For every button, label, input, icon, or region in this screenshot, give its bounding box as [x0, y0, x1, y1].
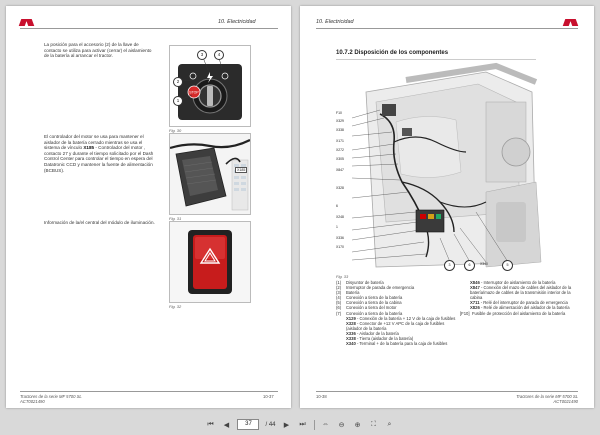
right-page-number: 10-38 — [316, 394, 327, 399]
footer-rule — [20, 391, 278, 392]
cab-wiring-illustration — [336, 62, 544, 272]
figure-caption-33: Fig. 33 — [336, 274, 349, 279]
callout-bottom-x340: X340 — [480, 262, 488, 266]
legend-row: (4) Conexión a tierra de la batería — [336, 295, 403, 301]
legend-x-entries-right — [460, 280, 578, 311]
left-page — [6, 6, 291, 408]
engine-controller-illustration — [170, 134, 250, 214]
massey-ferguson-logo — [564, 19, 578, 26]
paragraph-lighting-module: Información de la/el central del módulo de iluminación. — [44, 220, 155, 225]
callout-4: 4 — [214, 50, 224, 60]
callout-column-left: F10 X329 X338 X171 X272 X305 X847 X328 6 X248 1 X336 X170 — [336, 111, 344, 249]
left-page-number: 10-37 — [263, 394, 274, 399]
figure-caption-31: Fig. 31 — [169, 216, 182, 221]
callout-bottom-3: 3 — [444, 260, 455, 271]
legend-x-row: X328 - Conector de +12 V APC de la caja de fusibles (aislador de la batería — [346, 320, 445, 331]
callout-bottom-5: 5 — [502, 260, 513, 271]
legend-x-entries — [336, 316, 456, 347]
legend-x-row: X826 - Relé de alimentación del aislador de la batería — [470, 305, 570, 311]
left-footer: Tractores de la serie MF 5700 SL ACT0021490 — [20, 394, 82, 404]
legend-left — [336, 280, 456, 346]
legend-right — [460, 280, 578, 316]
legend-x-row: X846 - Interruptor de aislamiento de la batería — [470, 280, 556, 285]
paragraph-engine-controller: El controlador del motor se usa para mantener el aislador de la batería cerrado mientras se usa el sistema de vínculo X185 - Controlador del motor , contacto 27 y durante el tiempo solicitado por el Dash Control Center para controlar el tiempo en espera del Datatronic CCD y mantener la fuente de alimentación (BCBUS). — [44, 134, 154, 173]
toolbar-separator — [314, 420, 315, 430]
left-header-title: 10. Electricidad — [218, 19, 256, 25]
legend-row: (5) Conexión a tierra de la cabina — [336, 300, 402, 306]
section-rule — [336, 59, 536, 60]
footer-rule — [316, 391, 578, 392]
page-number-input[interactable]: 37 — [237, 419, 259, 430]
legend-row: (2) Interruptor de parada de emergencia — [336, 285, 415, 291]
figure-component-layout — [336, 62, 544, 272]
paragraph-key-position: La posición para el accesorio (2) de la llave de contacto se utiliza para activar (cerrar) el aislamiento de la batería al arrancar el tractor. — [44, 42, 152, 59]
callout-1: 1 — [173, 96, 183, 106]
legend-row: (1) Disyuntor de batería — [336, 280, 384, 285]
header-rule — [316, 28, 578, 29]
legend-x-row: X336 - Aislador de la batería — [346, 330, 399, 336]
legend-x-row: X338 - Tierra (aislador de la batería) — [346, 336, 414, 342]
next-page-button[interactable]: ▶ — [283, 421, 290, 429]
figure-caption-30: Fig. 30 — [169, 128, 182, 133]
zoom-in-icon[interactable]: ⊕ — [354, 421, 361, 429]
connector-label-x185: X185 — [237, 168, 246, 172]
legend-x-row: X847 - Conexión del mazo de cables del aislador de la batería/mazo de cables de la transmisión interior de la cabina — [470, 285, 572, 301]
callout-2: 2 — [173, 77, 183, 87]
legend-row: (7) Conexión a tierra de la batería — [336, 310, 403, 316]
fullscreen-icon[interactable]: ⛶ — [371, 420, 376, 428]
svg-text:STOP: STOP — [189, 90, 199, 95]
first-page-button[interactable]: ⏮ — [207, 420, 214, 428]
legend-row: (3) Batería — [336, 290, 360, 296]
massey-ferguson-logo — [20, 19, 34, 26]
header-rule — [20, 28, 278, 29]
right-page — [300, 6, 594, 408]
search-icon[interactable]: ⌕ — [387, 420, 392, 428]
legend-x-row: X340 - Terminal + de la batería para la caja de fusibles — [346, 341, 448, 347]
fit-width-icon[interactable]: ⇔ — [322, 421, 329, 428]
right-footer: Tractores de la serie MF 5700 SL ACT0021490 — [516, 394, 578, 404]
previous-page-button[interactable]: ◀ — [223, 421, 230, 429]
legend-x-row: X129 - Conexión de la batería + 12 V de la caja de fusibles — [346, 315, 456, 321]
hazard-switch-illustration — [170, 222, 250, 302]
zoom-out-icon[interactable]: ⊖ — [338, 421, 345, 429]
figure-engine-controller — [169, 133, 251, 215]
callout-3: 3 — [197, 50, 207, 60]
right-header-title: 10. Electricidad — [316, 19, 354, 25]
legend-f10-row: [F10] Fusible de protección del aislamiento de la batería — [460, 310, 566, 316]
legend-row: (6) Conexión a tierra del motor — [336, 305, 397, 311]
figure-hazard-switch — [169, 221, 251, 303]
figure-ignition-switch — [169, 45, 251, 127]
legend-x-row: X711 - Relé del interruptor de parada de emergencia — [470, 300, 568, 306]
figure-caption-32: Fig. 32 — [169, 304, 182, 309]
callout-bottom-6: 6 — [464, 260, 475, 271]
total-pages: / 44 — [265, 421, 276, 428]
ignition-switch-illustration — [170, 46, 250, 126]
viewer-toolbar — [0, 414, 600, 435]
section-title: 10.7.2 Disposición de los componentes — [336, 50, 449, 56]
last-page-button[interactable]: ⏭ — [299, 420, 306, 428]
